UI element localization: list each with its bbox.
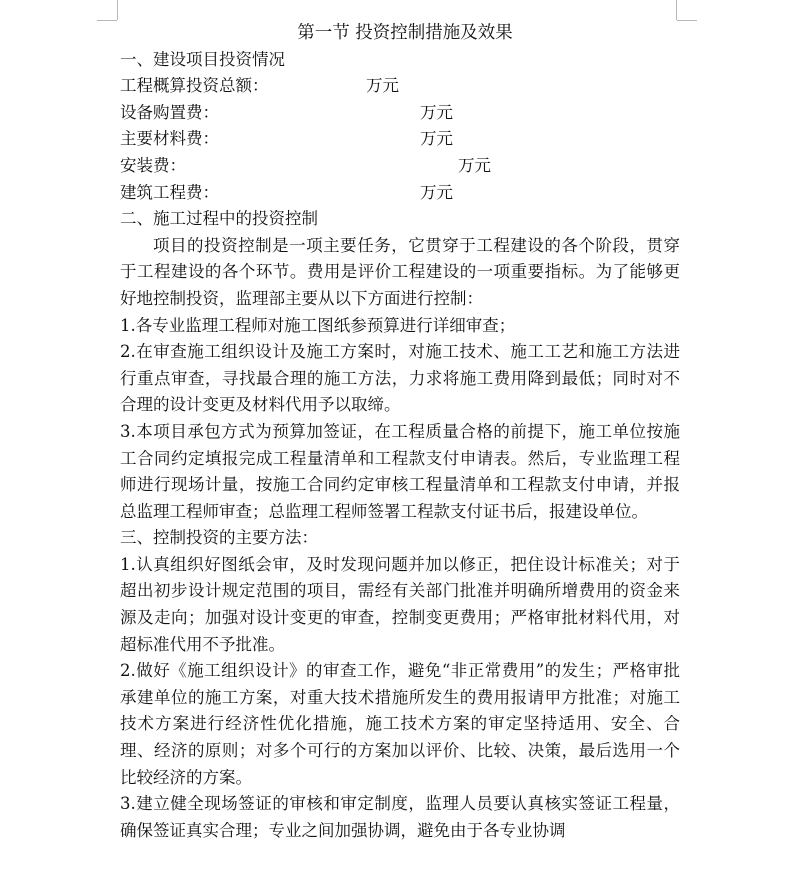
list-item: 2.做好《施工组织设计》的审查工作，避免“非正常费用”的发生；严格审批承建单位的施工方案，对重大技术措施所发生的费用报请甲方批准；对施工技术方案进行经济性优化措施，施工技术方案的审定坚持适用、安全、合理、经济的原则；对多个可行的方案加以评价、比较、决策，最后选用一个比较经济的方案。 <box>120 661 680 787</box>
investment-row <box>120 153 680 180</box>
row-label: 工程概算投资总额： <box>120 76 269 96</box>
section2-intro: 项目的投资控制是一项主要任务，它贯穿于工程建设的各个阶段，贯穿于工程建设的各个环节。费用是评价工程建设的一项重要指标。为了能够更好地控制投资，监理部主要从以下方面进行控制： <box>120 235 680 308</box>
document-page <box>120 20 680 844</box>
row-label: 设备购置费： <box>120 102 219 122</box>
margin-mark-top-left <box>117 0 118 20</box>
row-unit: 万元 <box>420 102 453 122</box>
row-label: 主要材料费： <box>120 129 219 149</box>
list-item: 2.在审查施工组织设计及施工方案时，对施工技术、施工工艺和施工方法进行重点审查，寻找最合理的施工方法，力求将施工费用降到最低；同时对不合理的设计变更及材料代用予以取缔。 <box>120 342 680 415</box>
investment-row <box>120 73 680 100</box>
section1-heading: 一、建设项目投资情况 <box>120 49 285 69</box>
investment-row <box>120 126 680 153</box>
section2-heading: 二、施工过程中的投资控制 <box>120 209 318 229</box>
list-item: 1.各专业监理工程师对施工图纸参预算进行详细审查； <box>120 315 516 335</box>
section-title: 第一节 投资控制措施及效果 <box>297 23 513 43</box>
margin-mark-top-right <box>676 0 677 20</box>
row-label: 建筑工程费： <box>120 182 219 202</box>
list-item: 3.本项目承包方式为预算加签证，在工程质量合格的前提下，施工单位按施工合同约定填报完成工程量清单和工程款支付申请表。然后，专业监理工程师进行现场计量，按施工合同约定审核工程量清单和工程款支付申请，并报总监理工程师审查；总监理工程师签署工程款支付证书后，报建设单位。 <box>120 421 680 521</box>
row-label: 安装费： <box>120 155 186 175</box>
section3-heading: 三、控制投资的主要方法： <box>120 528 318 548</box>
row-unit: 万元 <box>420 129 453 149</box>
margin-mark-top-right-h <box>677 20 697 21</box>
investment-row <box>120 180 680 207</box>
list-item: 1.认真组织好图纸会审，及时发现问题并加以修正，把住设计标准关；对于超出初步设计规定范围的项目，需经有关部门批准并明确所增费用的资金来源及走向；加强对设计变更的审查，控制变更费用；严格审批材料代用，对超标准代用不予批准。 <box>120 554 680 654</box>
row-unit: 万元 <box>366 76 399 96</box>
row-unit: 万元 <box>420 182 453 202</box>
margin-mark-top-left-h <box>97 20 117 21</box>
investment-row <box>120 100 680 127</box>
row-unit: 万元 <box>458 155 491 175</box>
list-item: 3.建立健全现场签证的审核和审定制度，监理人员要认真核实签证工程量，确保签证真实合理；专业之间加强协调，避免由于各专业协调 <box>120 794 680 840</box>
